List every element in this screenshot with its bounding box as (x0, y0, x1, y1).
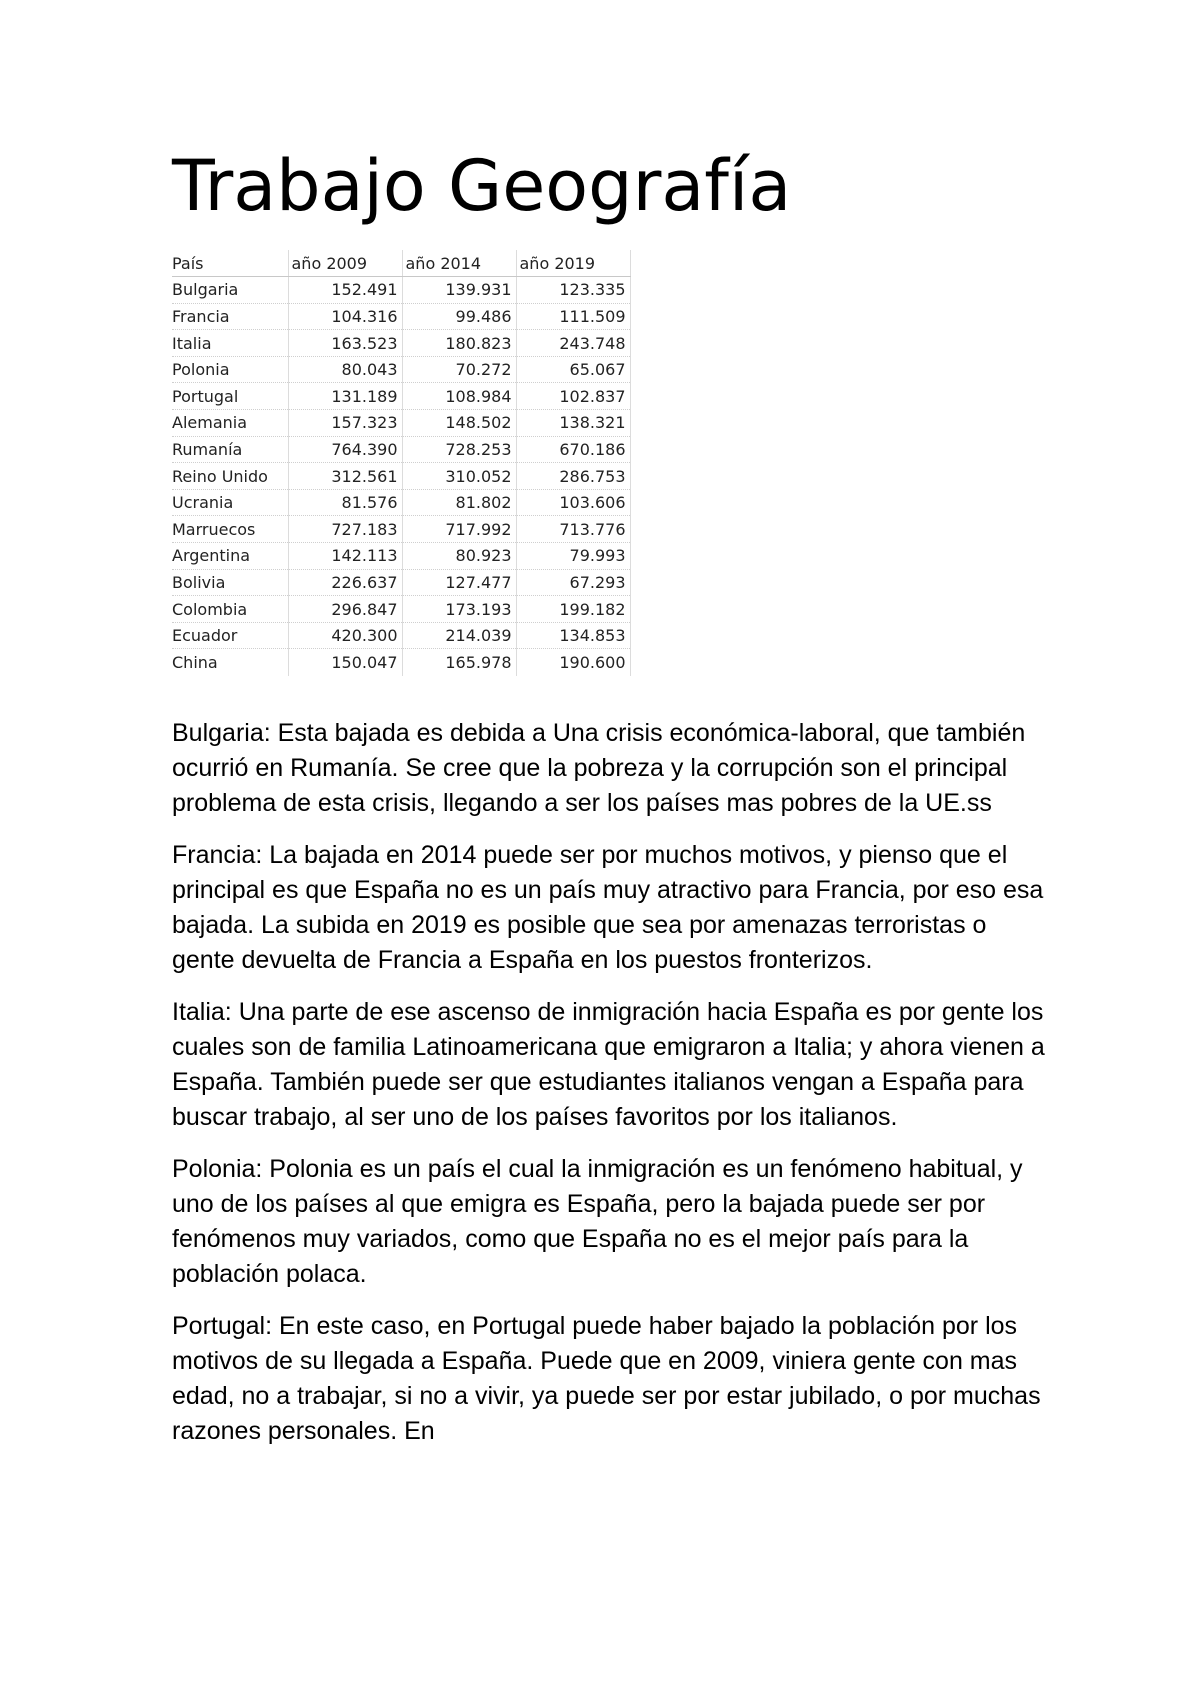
table-cell-country: Italia (172, 330, 288, 357)
table-row (172, 436, 630, 463)
table-cell-country: Portugal (172, 383, 288, 410)
column-header-country: País (172, 250, 288, 277)
table-cell-value: 139.931 (402, 277, 516, 304)
body-paragraph: Italia: Una parte de ese ascenso de inmigración hacia España es por gente los cuales son de familia Latinoamericana que emigraron a Italia; y ahora vienen a España. También puede ser que estudiantes italianos vengan a España para buscar trabajo, al ser uno de los países favoritos por los italianos. (172, 998, 1045, 1131)
table-row (172, 303, 630, 330)
table-cell-country: Marruecos (172, 516, 288, 543)
table-cell-country: Argentina (172, 543, 288, 570)
body-paragraph: Bulgaria: Esta bajada es debida a Una crisis económica-laboral, que también ocurrió en Rumanía. Se cree que la pobreza y la corrupción son el principal problema de esta crisis, llegando a ser los países mas pobres de la UE.ss (172, 719, 1026, 817)
immigration-table-image (172, 250, 631, 676)
table-cell-value: 163.523 (288, 330, 402, 357)
table-cell-value: 123.335 (516, 277, 630, 304)
table-row (172, 596, 630, 623)
table-cell-country: Colombia (172, 596, 288, 623)
table-cell-value: 81.576 (288, 489, 402, 516)
table-cell-value: 103.606 (516, 489, 630, 516)
table-row (172, 463, 630, 490)
table-cell-value: 111.509 (516, 303, 630, 330)
table-cell-country: Bulgaria (172, 277, 288, 304)
table-cell-value: 102.837 (516, 383, 630, 410)
table-cell-country: Ucrania (172, 489, 288, 516)
body-paragraph: Polonia: Polonia es un país el cual la inmigración es un fenómeno habitual, y uno de los países al que emigra es España, pero la bajada puede ser por fenómenos muy variados, como que España no es el mejor país para la población polaca. (172, 1155, 1023, 1288)
table-cell-country: China (172, 649, 288, 676)
table-cell-value: 127.477 (402, 569, 516, 596)
table-cell-value: 727.183 (288, 516, 402, 543)
table-cell-value: 717.992 (402, 516, 516, 543)
column-header-2019: año 2019 (516, 250, 630, 277)
column-header-2014: año 2014 (402, 250, 516, 277)
document-body (172, 716, 1052, 1466)
table-cell-value: 134.853 (516, 622, 630, 649)
table-cell-value: 70.272 (402, 356, 516, 383)
table-cell-value: 312.561 (288, 463, 402, 490)
table-cell-value: 108.984 (402, 383, 516, 410)
table-cell-value: 104.316 (288, 303, 402, 330)
immigration-table (172, 250, 631, 676)
table-row (172, 277, 630, 304)
table-row (172, 383, 630, 410)
table-cell-value: 226.637 (288, 569, 402, 596)
table-row (172, 356, 630, 383)
table-row (172, 410, 630, 437)
table-cell-country: Rumanía (172, 436, 288, 463)
document-title: Trabajo Geografía (172, 145, 792, 227)
table-cell-value: 131.189 (288, 383, 402, 410)
table-cell-value: 243.748 (516, 330, 630, 357)
table-cell-value: 81.802 (402, 489, 516, 516)
table-cell-value: 67.293 (516, 569, 630, 596)
table-cell-value: 79.993 (516, 543, 630, 570)
table-cell-value: 80.923 (402, 543, 516, 570)
table-row (172, 516, 630, 543)
table-cell-country: Reino Unido (172, 463, 288, 490)
table-cell-value: 728.253 (402, 436, 516, 463)
table-cell-value: 764.390 (288, 436, 402, 463)
table-cell-value: 214.039 (402, 622, 516, 649)
table-cell-value: 199.182 (516, 596, 630, 623)
table-cell-value: 80.043 (288, 356, 402, 383)
table-cell-value: 99.486 (402, 303, 516, 330)
table-cell-country: Francia (172, 303, 288, 330)
table-cell-value: 148.502 (402, 410, 516, 437)
table-cell-value: 670.186 (516, 436, 630, 463)
table-cell-value: 138.321 (516, 410, 630, 437)
table-cell-value: 420.300 (288, 622, 402, 649)
table-cell-country: Bolivia (172, 569, 288, 596)
table-cell-country: Ecuador (172, 622, 288, 649)
table-cell-value: 713.776 (516, 516, 630, 543)
table-cell-value: 173.193 (402, 596, 516, 623)
table-row (172, 489, 630, 516)
table-row (172, 649, 630, 676)
body-paragraph: Francia: La bajada en 2014 puede ser por muchos motivos, y pienso que el principal es que España no es un país muy atractivo para Francia, por eso esa bajada. La subida en 2019 es posible que sea por amenazas terroristas o gente devuelta de Francia a España en los puestos fronterizos. (172, 841, 1044, 974)
table-header-row (172, 250, 630, 277)
table-row (172, 330, 630, 357)
table-cell-value: 190.600 (516, 649, 630, 676)
table-cell-country: Polonia (172, 356, 288, 383)
table-cell-value: 286.753 (516, 463, 630, 490)
table-cell-value: 296.847 (288, 596, 402, 623)
table-cell-country: Alemania (172, 410, 288, 437)
table-row (172, 569, 630, 596)
column-header-2009: año 2009 (288, 250, 402, 277)
table-body (172, 277, 630, 676)
table-cell-value: 65.067 (516, 356, 630, 383)
body-paragraph: Portugal: En este caso, en Portugal puede haber bajado la población por los motivos de su llegada a España. Puede que en 2009, viniera gente con mas edad, no a trabajar, si no a vivir, ya puede ser por estar jubilado, o por muchas razones personales. En (172, 1312, 1041, 1445)
table-cell-value: 142.113 (288, 543, 402, 570)
table-row (172, 543, 630, 570)
table-row (172, 622, 630, 649)
table-cell-value: 152.491 (288, 277, 402, 304)
table-cell-value: 165.978 (402, 649, 516, 676)
table-cell-value: 310.052 (402, 463, 516, 490)
table-cell-value: 157.323 (288, 410, 402, 437)
table-cell-value: 180.823 (402, 330, 516, 357)
table-cell-value: 150.047 (288, 649, 402, 676)
